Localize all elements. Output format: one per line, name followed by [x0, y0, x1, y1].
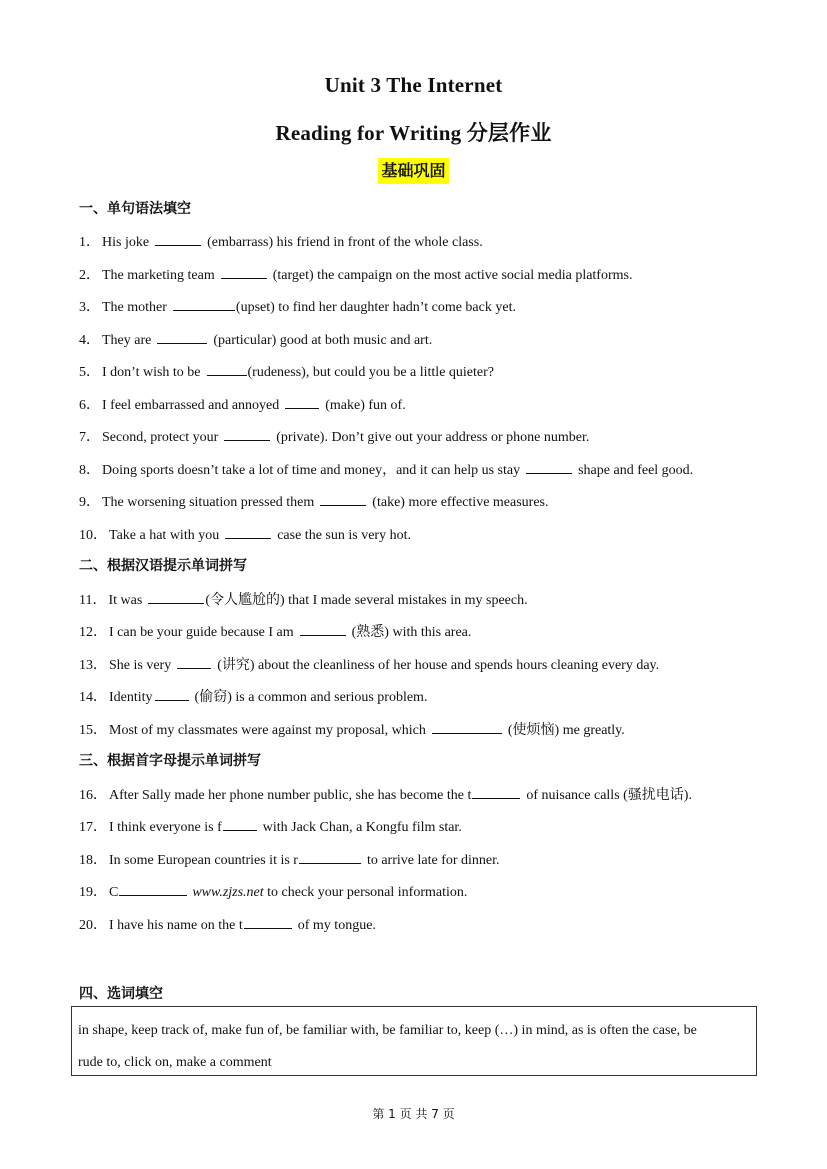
- question-row: 12． I can be your guide because I am (熟悉) with this area.: [79, 622, 471, 642]
- answer-blank[interactable]: [148, 590, 204, 604]
- question-row: 8． Doing sports doesn’t take a lot of time and money，and it can help us stay shape and feel good.: [79, 460, 693, 480]
- question-row: 11． It was (令人尴尬的) that I made several mistakes in my speech.: [79, 590, 528, 610]
- word-bank-line: in shape, keep track of, make fun of, be familiar with, be familiar to, keep (…) in mind, as is often the case, be: [78, 1023, 697, 1038]
- section-heading: 三、根据首字母提示单词拼写: [79, 753, 261, 769]
- question-row: 15． Most of my classmates were against my proposal, which (使烦恼) me greatly.: [79, 720, 625, 740]
- question-row: 20． I have his name on the t of my tongue.: [79, 915, 376, 935]
- question-row: 9． The worsening situation pressed them (take) more effective measures.: [79, 492, 549, 512]
- question-row: 6． I feel embarrassed and annoyed (make) fun of.: [79, 395, 406, 415]
- answer-blank[interactable]: [155, 687, 189, 701]
- question-row: 16． After Sally made her phone number public, she has become the t of nuisance calls (骚扰电话).: [79, 785, 692, 805]
- answer-blank[interactable]: [244, 915, 292, 929]
- level-badge: 基础巩固: [378, 158, 448, 184]
- question-row: 5． I don’t wish to be (rudeness), but could you be a little quieter?: [79, 362, 494, 382]
- answer-blank[interactable]: [225, 525, 271, 539]
- answer-blank[interactable]: [224, 427, 270, 441]
- page-footer: 第 1 页 共 7 页: [372, 1107, 455, 1121]
- answer-blank[interactable]: [526, 460, 572, 474]
- answer-blank[interactable]: [432, 720, 502, 734]
- answer-blank[interactable]: [285, 395, 319, 409]
- answer-blank[interactable]: [155, 232, 201, 246]
- section-heading: 四、选词填空: [79, 986, 163, 1002]
- document-title: Unit 3 The Internet: [324, 73, 503, 97]
- answer-blank[interactable]: [119, 882, 187, 896]
- answer-blank[interactable]: [177, 655, 211, 669]
- answer-blank[interactable]: [207, 362, 247, 376]
- word-bank-box: [71, 1006, 757, 1076]
- question-row: 19． C www.zjzs.net to check your personal information.: [79, 882, 467, 902]
- answer-blank[interactable]: [157, 330, 207, 344]
- question-row: 18． In some European countries it is r to arrive late for dinner.: [79, 850, 500, 870]
- question-row: 17． I think everyone is f with Jack Chan, a Kongfu film star.: [79, 817, 462, 837]
- answer-blank[interactable]: [300, 622, 346, 636]
- answer-blank[interactable]: [221, 265, 267, 279]
- word-bank-line: rude to, click on, make a comment: [78, 1055, 272, 1070]
- document-subtitle: Reading for Writing 分层作业: [275, 121, 552, 145]
- question-row: 1． His joke (embarrass) his friend in front of the whole class.: [79, 232, 483, 252]
- question-row: 2． The marketing team (target) the campaign on the most active social media platforms.: [79, 265, 632, 285]
- website-text: www.zjzs.net: [192, 885, 264, 900]
- answer-blank[interactable]: [472, 785, 520, 799]
- answer-blank[interactable]: [223, 817, 257, 831]
- answer-blank[interactable]: [299, 850, 361, 864]
- question-row: 13． She is very (讲究) about the cleanliness of her house and spends hours cleaning every day.: [79, 655, 659, 675]
- section-heading: 二、根据汉语提示单词拼写: [79, 558, 247, 574]
- section-heading: 一、单句语法填空: [79, 201, 191, 217]
- answer-blank[interactable]: [320, 492, 366, 506]
- question-row: 10． Take a hat with you case the sun is very hot.: [79, 525, 411, 545]
- question-row: 4． They are (particular) good at both music and art.: [79, 330, 432, 350]
- question-row: 3． The mother (upset) to find her daughter hadn’t come back yet.: [79, 297, 516, 317]
- answer-blank[interactable]: [173, 297, 235, 311]
- question-row: 14． Identity (偷窃) is a common and serious problem.: [79, 687, 427, 707]
- question-row: 7． Second, protect your (private). Don’t give out your address or phone number.: [79, 427, 589, 447]
